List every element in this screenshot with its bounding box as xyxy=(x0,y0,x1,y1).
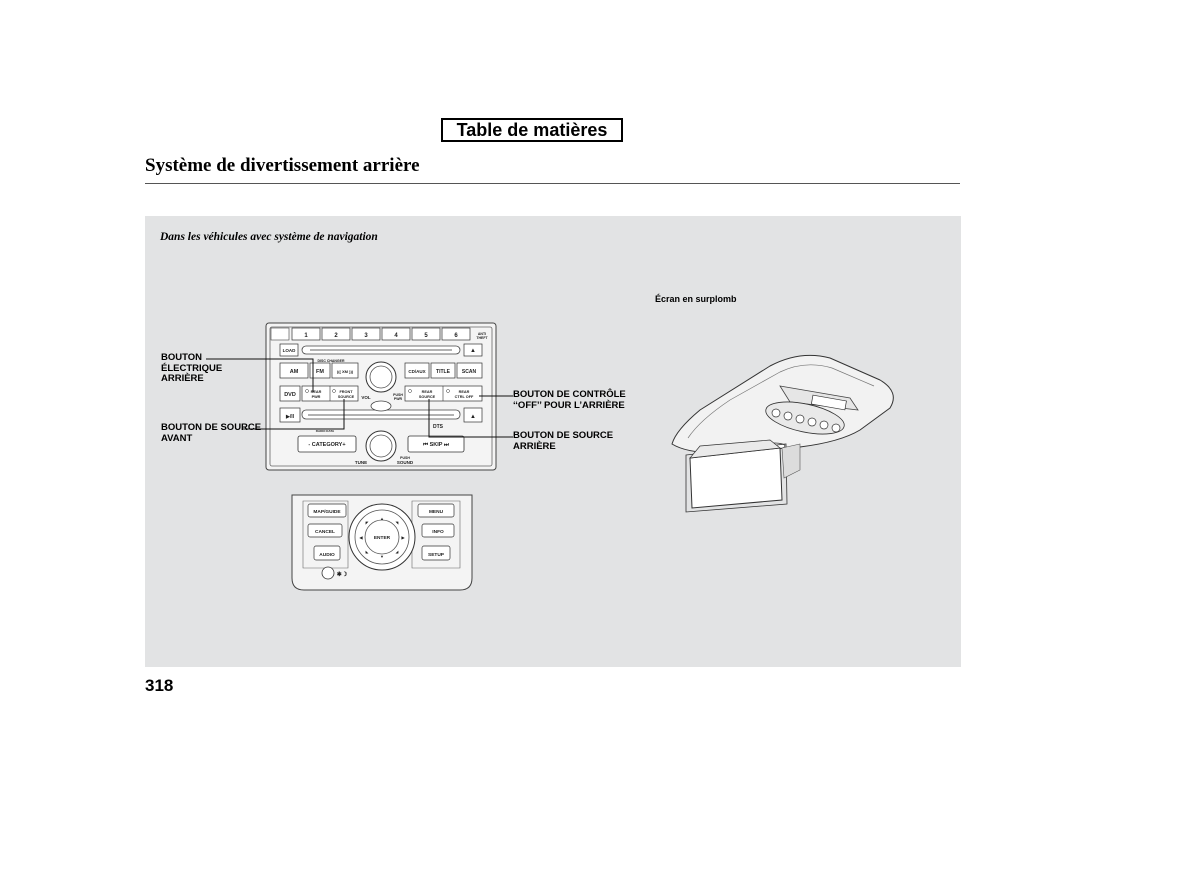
callout-front-source-button: BOUTON DE SOURCE AVANT xyxy=(161,422,262,444)
callout-rear-power-button: BOUTON ÉLECTRIQUE ARRIÈRE xyxy=(161,352,223,384)
title-label: TITLE xyxy=(436,369,450,375)
table-of-contents-button[interactable]: Table de matières xyxy=(441,118,623,142)
svg-text:▼: ▼ xyxy=(380,554,384,559)
svg-text:◢: ◢ xyxy=(395,550,399,554)
svg-text:REAR: REAR xyxy=(310,390,322,394)
svg-text:◥: ◥ xyxy=(395,521,399,525)
svg-text:((( XM ))): ((( XM ))) xyxy=(336,369,354,374)
callout-overhead-screen: Écran en surplomb xyxy=(655,294,737,304)
setup-label: SETUP xyxy=(428,553,444,558)
svg-text:DTS: DTS xyxy=(433,424,443,430)
disc-changer-label: DISC CHANGER xyxy=(317,359,345,363)
enter-label: ENTER xyxy=(373,536,391,541)
svg-text:PWR: PWR xyxy=(311,395,321,399)
svg-text:REAR: REAR xyxy=(458,390,470,394)
play-pause-label: ▶/II xyxy=(285,414,295,420)
figure-caption: Dans les véhicules avec système de navigation xyxy=(160,231,378,243)
scan-label: SCAN xyxy=(461,369,477,375)
svg-text:PWR: PWR xyxy=(393,397,403,401)
svg-text:▶: ▶ xyxy=(401,535,405,540)
svg-text:◤: ◤ xyxy=(365,521,369,525)
section-title: Système de divertissement arrière xyxy=(145,155,420,176)
vol-label: VOL xyxy=(361,395,371,400)
preset-6-label: 6 xyxy=(454,333,458,339)
svg-text:FRONT: FRONT xyxy=(339,390,353,394)
anti-theft-label: ANTI xyxy=(477,332,487,336)
svg-text:RADIO DATA: RADIO DATA xyxy=(315,429,335,433)
map-guide-label: MAP/GUIDE xyxy=(313,510,341,515)
svg-text:▲: ▲ xyxy=(470,348,476,354)
preset-2-label: 2 xyxy=(334,333,338,339)
svg-text:PUSH: PUSH xyxy=(400,456,410,460)
svg-text:CTRL OFF: CTRL OFF xyxy=(454,395,474,399)
menu-label: MENU xyxy=(428,510,444,515)
svg-text:▲: ▲ xyxy=(470,414,476,420)
svg-text:▲: ▲ xyxy=(380,516,384,521)
navigation-control-panel xyxy=(292,495,472,590)
svg-text:REAR: REAR xyxy=(421,390,433,394)
svg-text:PUSH: PUSH xyxy=(393,393,403,397)
page-number: 318 xyxy=(145,676,174,695)
cancel-label: CANCEL xyxy=(315,530,335,535)
preset-3-label: 3 xyxy=(364,333,368,339)
preset-5-label: 5 xyxy=(424,333,428,339)
svg-text:✱☽: ✱☽ xyxy=(336,572,348,578)
tune-label: TUNE xyxy=(354,460,368,465)
overhead-screen-unit xyxy=(672,355,893,512)
load-label: LOAD xyxy=(282,348,296,353)
preset-4-label: 4 xyxy=(394,333,398,339)
radio-head-unit xyxy=(266,323,496,470)
svg-text:◀: ◀ xyxy=(359,535,363,540)
preset-1-label: 1 xyxy=(304,333,308,339)
svg-text:SOURCE: SOURCE xyxy=(337,395,355,399)
svg-text:SOUND: SOUND xyxy=(396,460,414,465)
svg-text:◣: ◣ xyxy=(365,550,369,554)
callout-rear-source-button: BOUTON DE SOURCE ARRIÈRE xyxy=(513,430,614,452)
info-label: INFO xyxy=(432,530,444,535)
category-label: - CATEGORY+ xyxy=(308,442,346,448)
skip-label: ⏮ SKIP ⏭ xyxy=(423,442,449,448)
cd-aux-label: CD/AUX xyxy=(408,369,426,374)
dvd-label: DVD xyxy=(284,392,296,398)
audio-label: AUDIO xyxy=(319,553,335,558)
svg-text:THEFT: THEFT xyxy=(476,336,488,340)
callout-rear-ctrl-off-button: BOUTON DE CONTRÔLE ‘‘OFF’’ POUR L’ARRIÈRE xyxy=(513,389,626,411)
svg-text:SOURCE: SOURCE xyxy=(418,395,436,399)
fm-label: FM xyxy=(316,369,324,375)
am-label: AM xyxy=(289,369,299,375)
